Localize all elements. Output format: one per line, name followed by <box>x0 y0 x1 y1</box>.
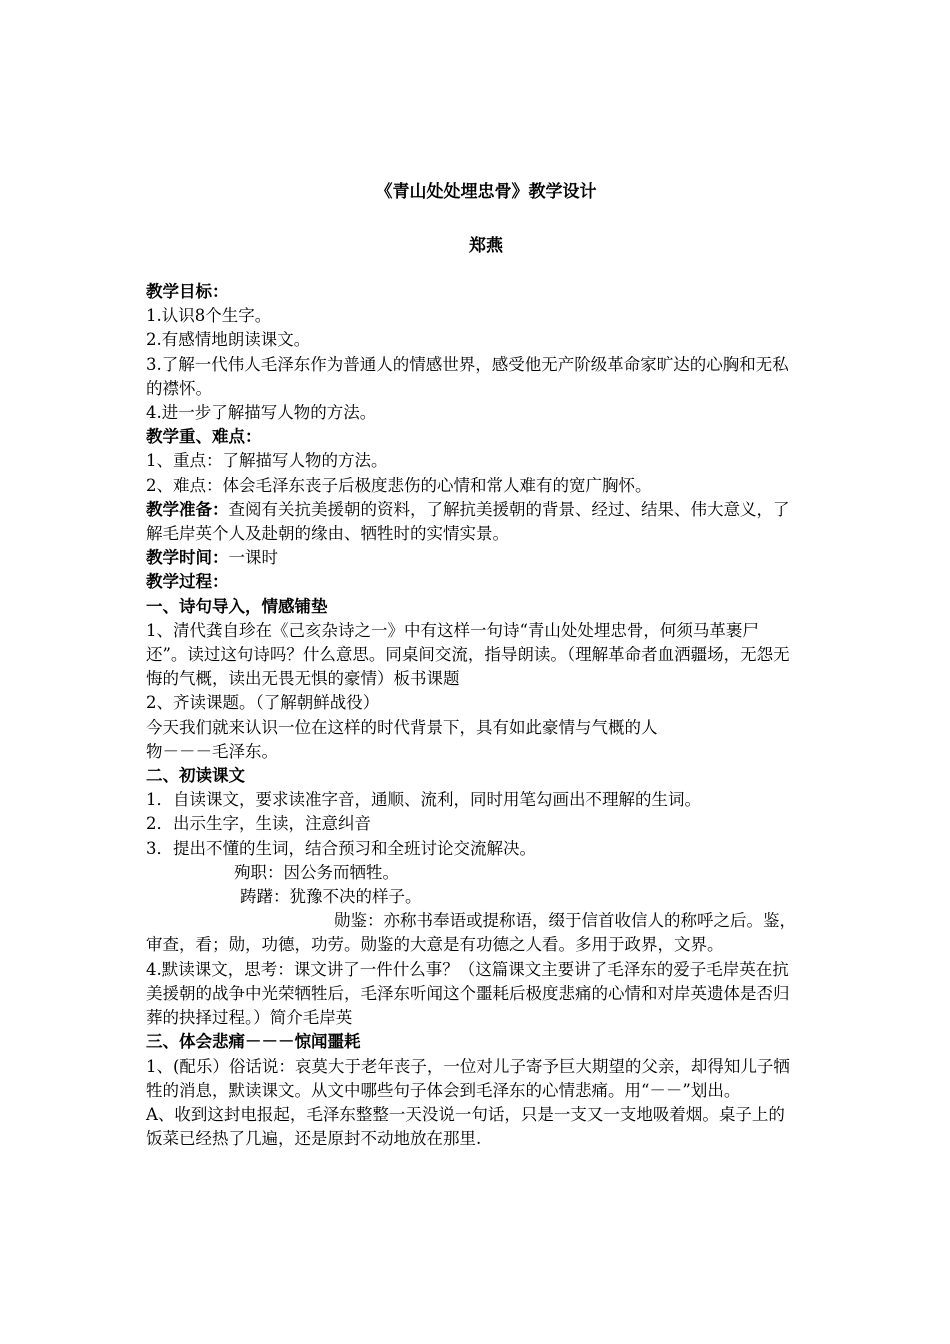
section-3-paragraph: A、收到这封电报起，毛泽东整整一天没说一句话，只是一支又一支地吸着烟。桌子上的饭菜已经热了几遍，还是原封不动地放在那里. <box>146 1104 785 1149</box>
spacer <box>146 258 796 280</box>
prep-text: 查阅有关抗美援朝的资料，了解抗美援朝的背景、经过、结果、伟大意义，了解毛岸英个人及赴朝的缘由、牺牲时的实情实景。 <box>146 499 790 544</box>
goals-heading: 教学目标： <box>146 282 229 301</box>
goal-item: 2.有感情地朗读课文。 <box>146 330 311 350</box>
goal-item: 1.认识8个生字。 <box>146 306 272 326</box>
document-author: 郑燕 <box>469 236 503 256</box>
section-1-paragraph: 今天我们就来认识一位在这样的时代背景下，具有如此豪情与气概的人 <box>146 717 658 737</box>
section-2-paragraph: 2．出示生字，生读，注意纠音 <box>146 814 371 834</box>
section-1-paragraph: 1、清代龚自珍在《己亥杂诗之一》中有这样一句诗“青山处处埋忠骨，何须马革裹尸还”。读过这句诗吗？什么意思。同桌间交流，指导朗读。（理解革命者血洒疆场，无怨无悔的气概，读出无畏无惧的豪情）板书课题 <box>146 620 790 689</box>
vocab-item <box>146 909 796 957</box>
section-2-paragraph: 3．提出不懂的生词，结合预习和全班讨论交流解决。 <box>146 838 536 858</box>
section-3-heading: 三、体会悲痛－－－惊闻噩耗 <box>146 1032 361 1052</box>
prep-label: 教学准备： <box>146 499 229 519</box>
time-label: 教学时间： <box>146 548 229 568</box>
process-heading: 教学过程： <box>146 572 229 592</box>
time-text: 一课时 <box>228 548 278 568</box>
section-2-paragraph: 4.默读课文，思考：课文讲了一件什么事？（这篇课文主要讲了毛泽东的爱子毛岸英在抗美援朝的战争中光荣牺牲后，毛泽东听闻这个噩耗后极度悲痛的心情和对岸英遗体是否归葬的抉择过程。）简介毛岸英 <box>146 959 790 1028</box>
time-paragraph <box>146 546 796 570</box>
goal-item: 3.了解一代伟人毛泽东作为普通人的情感世界，感受他无产阶级革命家旷达的心胸和无私的襟怀。 <box>146 354 789 398</box>
key-points-heading: 教学重、难点： <box>146 427 262 447</box>
prep-paragraph <box>146 498 796 546</box>
section-2-heading: 二、初读课文 <box>146 766 245 786</box>
key-point-item: 1、重点：了解描写人物的方法。 <box>146 451 388 471</box>
key-point-item: 2、难点：体会毛泽东丧子后极度悲伤的心情和常人难有的宽广胸怀。 <box>146 475 652 495</box>
section-2-paragraph: 1．自读课文，要求读准字音，通顺、流利，同时用笔勾画出不理解的生词。 <box>146 790 701 810</box>
vocab-item: 踌躇：犹豫不决的样子。 <box>240 887 422 907</box>
section-3-paragraph: 1、(配乐）俗话说：哀莫大于老年丧子，一位对儿子寄予巨大期望的父亲，却得知儿子牺牲的消息，默读课文。从文中哪些句子体会到毛泽东的心情悲痛。用“－－”划出。 <box>146 1056 790 1100</box>
section-1-paragraph: 2、齐读课题。（了解朝鲜战役） <box>146 693 380 713</box>
document-page <box>146 180 796 1151</box>
section-1-paragraph: 物－－－毛泽东。 <box>146 741 278 761</box>
document-title: 《青山处处埋忠骨》教学设计 <box>375 182 597 202</box>
vocab-item-text: 勋鉴：亦称书奉语或提称语，缀于信首收信人的称呼之后。鉴，审查，看；勋，功德，功劳。勋鉴的大意是有功德之人看。多用于政界，文界。 <box>146 911 796 955</box>
goal-item: 4.进一步了解描写人物的方法。 <box>146 403 377 423</box>
vocab-item: 殉职：因公务而牺牲。 <box>234 862 399 882</box>
section-1-heading: 一、诗句导入，情感铺垫 <box>146 596 328 616</box>
